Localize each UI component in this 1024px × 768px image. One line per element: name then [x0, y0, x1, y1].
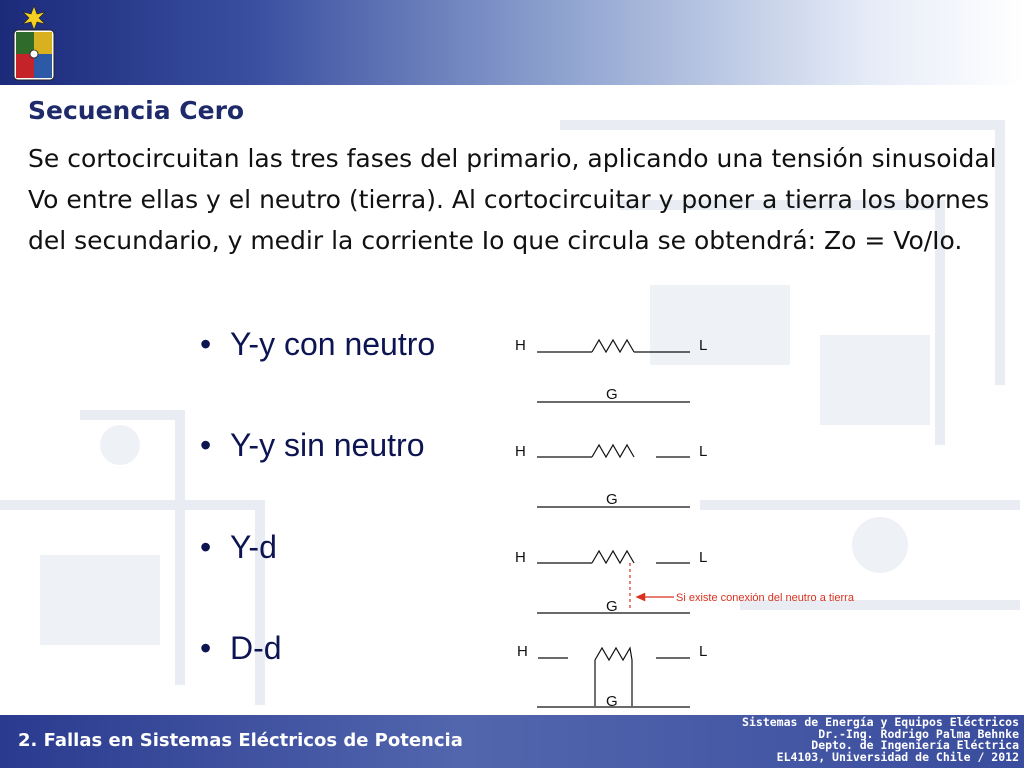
h-label: H — [515, 337, 526, 354]
bullet-dot-icon: • — [200, 326, 212, 362]
bullet-item — [200, 326, 435, 363]
slide-title: Secuencia Cero — [28, 96, 245, 125]
equivalent-circuit-diagrams — [500, 325, 900, 720]
bullet-label: D-d — [230, 630, 282, 666]
l-label: L — [699, 549, 708, 566]
bullet-dot-icon: • — [200, 529, 212, 565]
bullet-dot-icon: • — [200, 427, 212, 463]
slide-paragraph: Se cortocircuitan las tres fases del primario, aplicando una tensión sinusoidal Vo entre ellas y el neutro (tierra). Al cortocircuitar y poner a tierra los bornes del secundario, y medir la corriente Io que circula se obtendrá: Zo = Vo/Io. — [28, 144, 997, 255]
header-banner — [0, 0, 1024, 85]
university-crest-icon — [6, 4, 58, 82]
l-label: L — [699, 443, 708, 460]
bullet-label: Y-d — [230, 529, 277, 565]
footer-course-line: Sistemas de Energía y Equipos Eléctricos — [742, 715, 1019, 729]
footer-author-line: Dr.-Ing. Rodrigo Palma Behnke — [818, 726, 1019, 741]
footer-dept-line: Depto. de Ingeniería Eléctrica — [811, 738, 1019, 753]
g-label: G — [606, 598, 618, 615]
bullet-item — [200, 427, 424, 464]
h-label: H — [517, 643, 528, 660]
bullet-label: Y-y sin neutro — [230, 427, 425, 463]
h-label: H — [515, 549, 526, 566]
l-label: L — [699, 643, 708, 660]
bullet-item — [200, 529, 277, 566]
footer-section-title: 2. Fallas en Sistemas Eléctricos de Potencia — [18, 730, 463, 751]
g-label: G — [606, 386, 618, 403]
footer-code-line: EL4103, Universidad de Chile / 2012 — [776, 749, 1019, 764]
bullet-label: Y-y con neutro — [230, 326, 436, 362]
neutral-ground-note: Si existe conexión del neutro a tierra — [676, 592, 854, 604]
h-label: H — [515, 443, 526, 460]
footer-course-info — [742, 717, 1019, 763]
g-label: G — [606, 491, 618, 508]
bullet-item — [200, 630, 282, 667]
l-label: L — [699, 337, 708, 354]
bullet-dot-icon: • — [200, 630, 212, 666]
g-label: G — [606, 693, 618, 710]
